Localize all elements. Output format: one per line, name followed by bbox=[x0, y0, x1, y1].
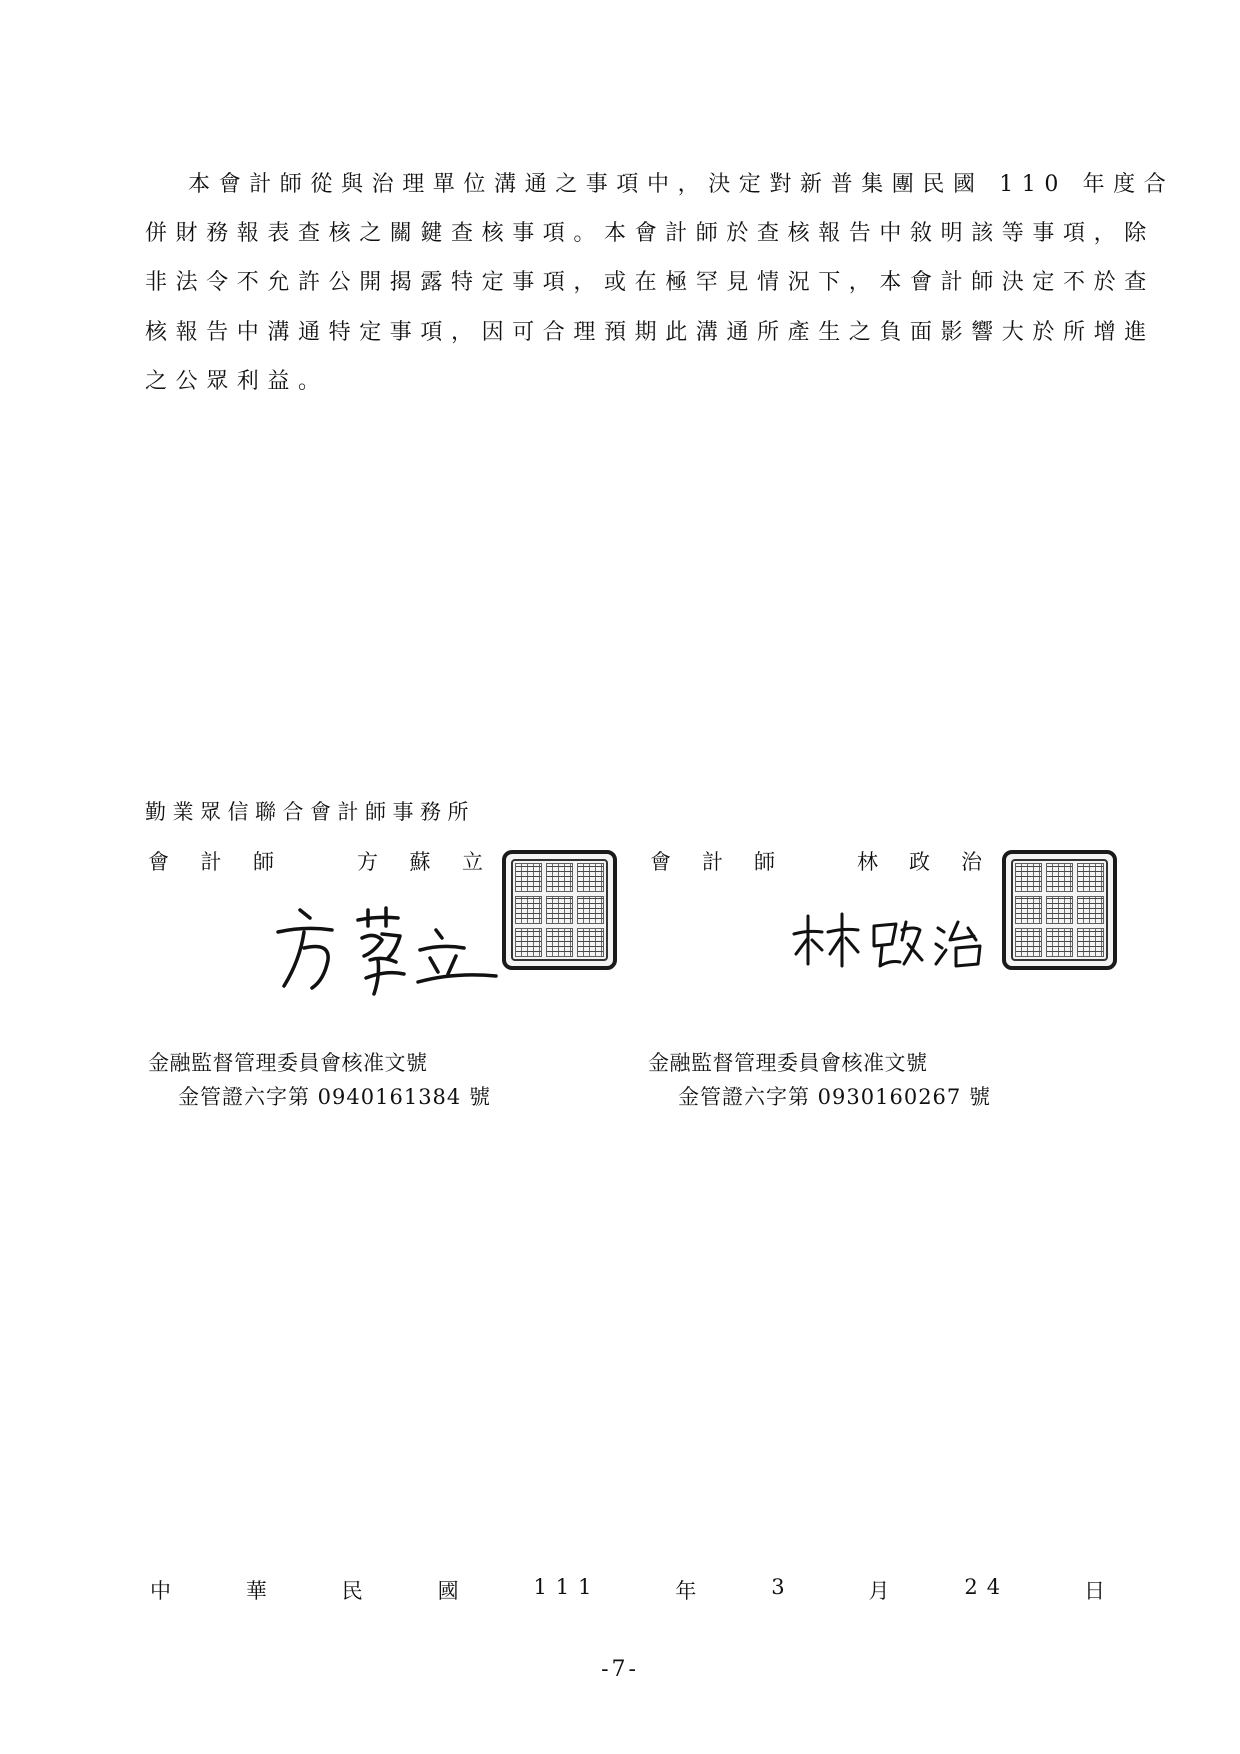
accountant-title-row-right bbox=[650, 846, 982, 876]
name-char: 政 bbox=[909, 850, 930, 874]
body-text-line-5: 之公眾利益。 bbox=[145, 369, 329, 394]
name-char: 蘇 bbox=[409, 850, 431, 874]
approval-block-left bbox=[148, 1046, 491, 1114]
page-number: -7- bbox=[601, 1657, 639, 1682]
date-month: 3 bbox=[771, 1575, 794, 1599]
signature-right-text: 林政治 bbox=[790, 900, 793, 901]
report-date bbox=[150, 1575, 1105, 1605]
accountant-title-row-left bbox=[148, 846, 483, 876]
accountant-seal-right bbox=[1002, 850, 1117, 970]
signature-left-text: 方蘇立 bbox=[270, 890, 273, 891]
name-char: 立 bbox=[462, 850, 483, 874]
date-char: 民 bbox=[341, 1579, 363, 1603]
name-char: 方 bbox=[357, 850, 378, 874]
name-char: 治 bbox=[961, 850, 982, 874]
body-text-line-3: 非法令不允許公開揭露特定事項，或在極罕見情況下，本會計師決定不於查 bbox=[145, 270, 1155, 295]
approval-label-right: 金融監督管理委員會核准文號 bbox=[648, 1051, 928, 1075]
date-month-unit: 月 bbox=[868, 1579, 890, 1603]
title-char: 會 bbox=[148, 850, 169, 874]
date-char: 中 bbox=[150, 1579, 171, 1603]
signature-left bbox=[270, 890, 505, 1000]
date-day-unit: 日 bbox=[1083, 1579, 1105, 1603]
title-char: 師 bbox=[253, 850, 274, 874]
body-text-line-1: 本會計師從與治理單位溝通之事項中，決定對新普集團民國 110 年度合 bbox=[188, 172, 1175, 197]
title-char: 會 bbox=[650, 850, 671, 874]
firm-name: 勤業眾信聯合會計師事務所 bbox=[145, 800, 475, 824]
date-char: 華 bbox=[245, 1579, 267, 1603]
date-year: 111 bbox=[533, 1575, 601, 1599]
body-text-line-4: 核報告中溝通特定事項，因可合理預期此溝通所產生之負面影響大於所增進 bbox=[145, 320, 1155, 345]
date-day: 24 bbox=[964, 1575, 1010, 1599]
accountant-seal-left bbox=[502, 850, 617, 970]
date-year-unit: 年 bbox=[675, 1579, 697, 1603]
title-char: 師 bbox=[754, 850, 775, 874]
signature-right bbox=[790, 900, 1000, 980]
approval-number-left: 金管證六字第 0940161384 號 bbox=[178, 1085, 491, 1109]
title-char: 計 bbox=[200, 850, 222, 874]
approval-number-right: 金管證六字第 0930160267 號 bbox=[678, 1085, 991, 1109]
name-char: 林 bbox=[857, 850, 878, 874]
approval-label-left: 金融監督管理委員會核准文號 bbox=[148, 1051, 428, 1075]
title-char: 計 bbox=[702, 850, 723, 874]
body-text-line-2: 併財務報表查核之關鍵查核事項。本會計師於查核報告中敘明該等事項，除 bbox=[145, 221, 1155, 246]
date-char: 國 bbox=[437, 1579, 459, 1603]
approval-block-right bbox=[648, 1046, 991, 1114]
